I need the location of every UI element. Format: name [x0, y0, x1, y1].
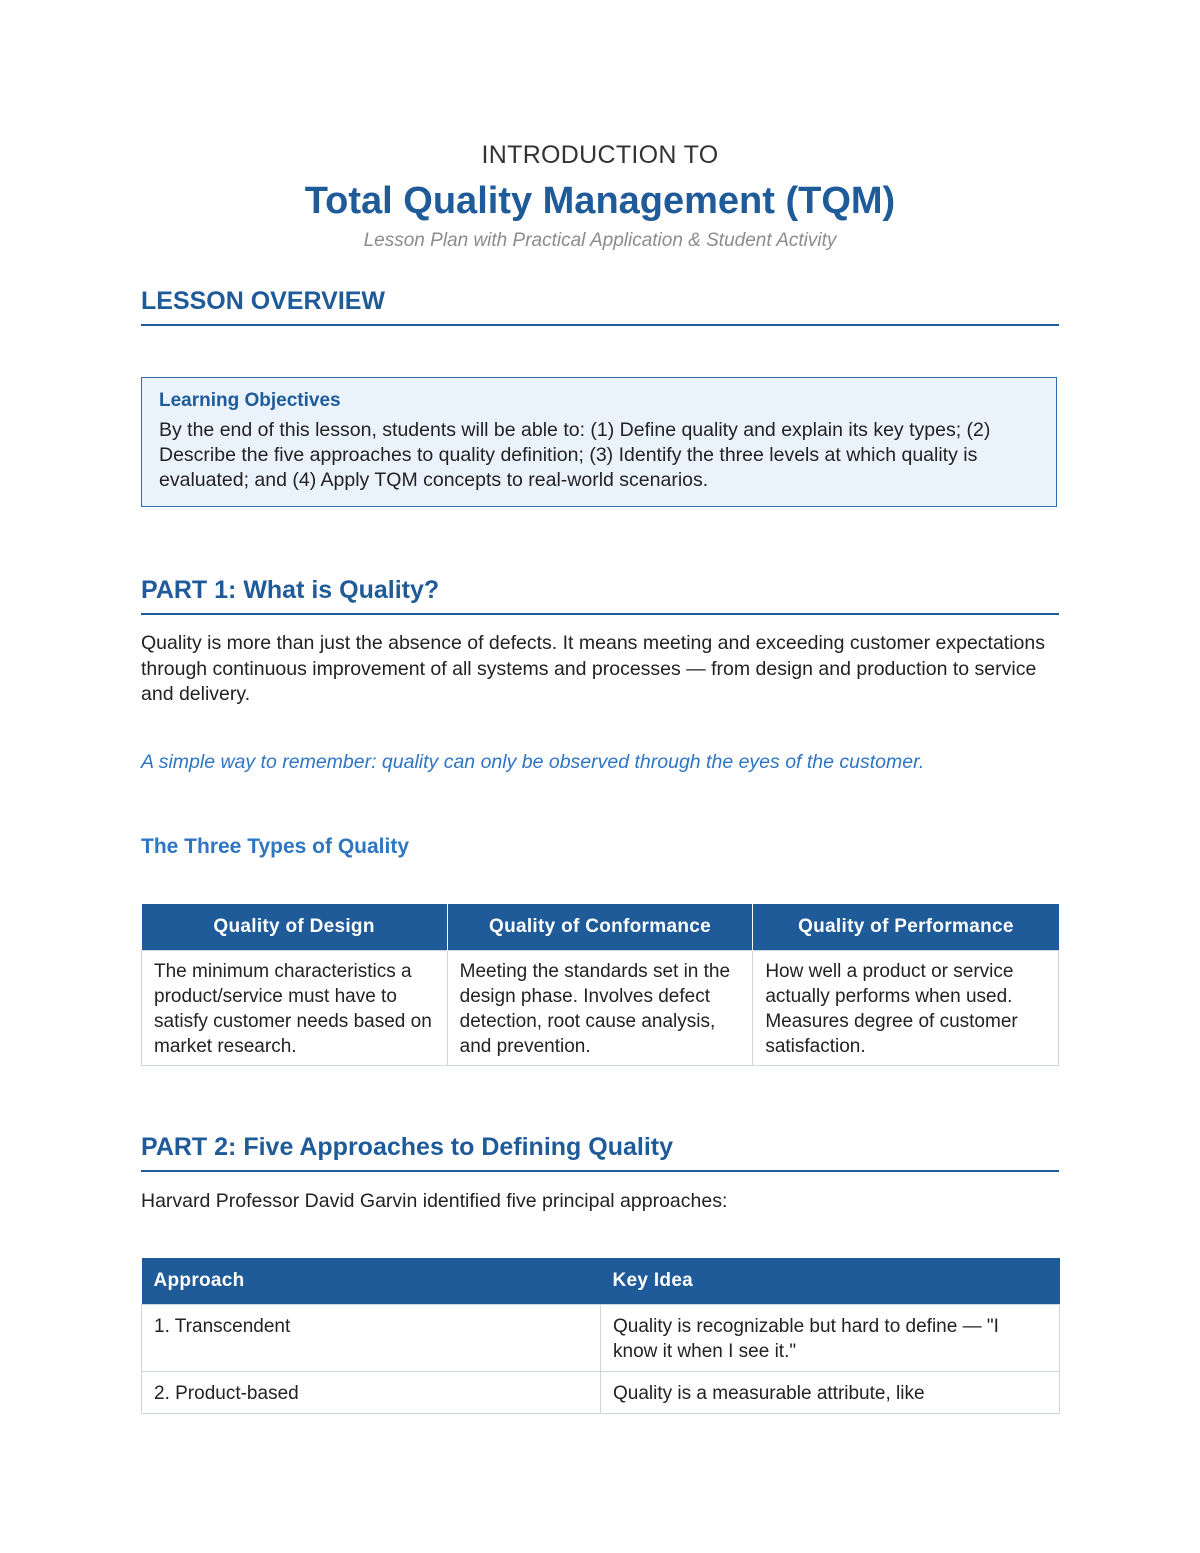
- table-header-cell: Quality of Performance: [753, 904, 1059, 951]
- learning-objectives-title: Learning Objectives: [159, 390, 341, 411]
- table-header-cell: Quality of Conformance: [447, 904, 753, 951]
- part1-heading: PART 1: What is Quality?: [141, 576, 1059, 615]
- types-of-quality-heading: The Three Types of Quality: [141, 835, 409, 858]
- approaches-table: [141, 1258, 1060, 1414]
- table-header-row: [142, 1258, 1060, 1305]
- learning-objectives-text: By the end of this lesson, students will be able to: (1) Define quality and explain its key types; (2) Describe the five approaches to quality definition; (3) Identify the three levels at which quality is evaluated; and (4) Apply TQM concepts to real-world scenarios.: [159, 419, 991, 491]
- table-header-row: [142, 904, 1059, 951]
- types-of-quality-table: [141, 904, 1059, 1066]
- table-cell: 1. Transcendent: [142, 1305, 601, 1372]
- learning-objectives-box: [141, 377, 1057, 507]
- table-cell: Meeting the standards set in the design phase. Involves defect detection, root cause analysis, and prevention.: [447, 951, 753, 1066]
- table-cell: Quality is a measurable attribute, like: [601, 1372, 1060, 1414]
- part2-heading: PART 2: Five Approaches to Defining Quality: [141, 1133, 1059, 1172]
- table-cell: Quality is recognizable but hard to define — "I know it when I see it.": [601, 1305, 1060, 1372]
- lesson-overview-heading: LESSON OVERVIEW: [141, 287, 1059, 326]
- table-cell: 2. Product-based: [142, 1372, 601, 1414]
- table-row: [142, 951, 1059, 1066]
- table-header-cell: Approach: [142, 1258, 601, 1305]
- table-header-cell: Key Idea: [601, 1258, 1060, 1305]
- table-cell: The minimum characteristics a product/service must have to satisfy customer needs based on market research.: [142, 951, 448, 1066]
- pre-title: INTRODUCTION TO: [481, 141, 719, 169]
- part1-paragraph: Quality is more than just the absence of defects. It means meeting and exceeding customer expectations through continuous improvement of all systems and processes — from design and production to service and delivery.: [141, 632, 1045, 705]
- part2-paragraph: Harvard Professor David Garvin identified five principal approaches:: [141, 1190, 728, 1212]
- table-row: [142, 1305, 1060, 1372]
- table-row: [142, 1372, 1060, 1414]
- document-title: Total Quality Management (TQM): [304, 180, 896, 222]
- document-subtitle: Lesson Plan with Practical Application & Student Activity: [363, 230, 837, 251]
- table-cell: How well a product or service actually performs when used. Measures degree of customer satisfaction.: [753, 951, 1059, 1066]
- part1-callout: A simple way to remember: quality can only be observed through the eyes of the customer.: [141, 751, 925, 773]
- table-header-cell: Quality of Design: [142, 904, 448, 951]
